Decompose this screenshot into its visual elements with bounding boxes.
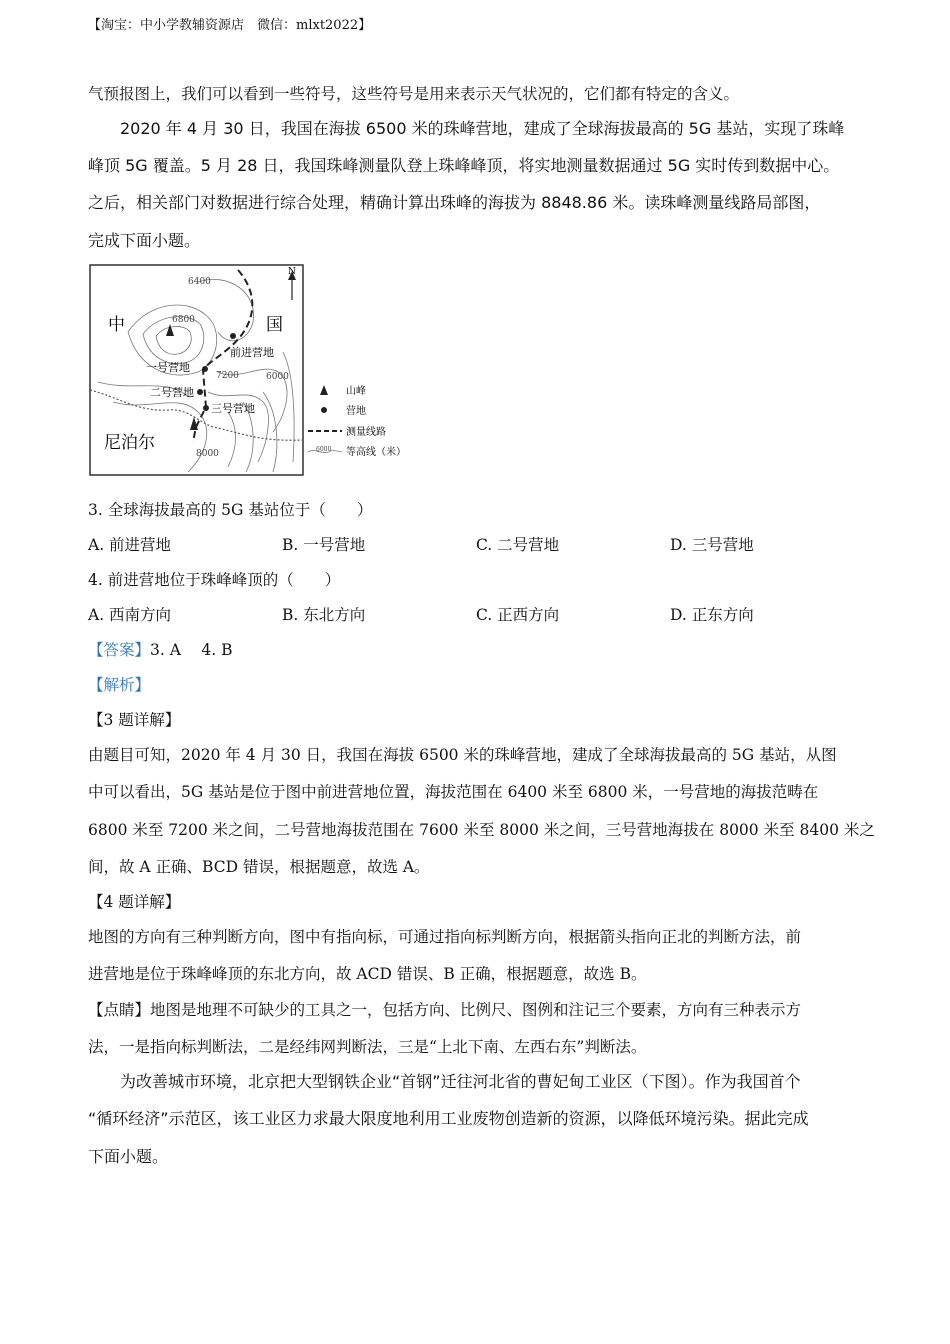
camp-icon: [321, 407, 327, 413]
camp-icon: [202, 366, 208, 372]
camp-label: 前进营地: [230, 346, 274, 359]
contour-label: 6000: [316, 446, 332, 453]
legend-label: 等高线（米）: [346, 447, 406, 458]
intro-text: 气预报图上，我们可以看到一些符号，这些符号是用来表示天气状况的，它们都有特定的含义。: [88, 85, 740, 103]
q4-option-a[interactable]: A. 西南方向: [88, 606, 172, 624]
answer-text: 3. A 4. B: [150, 641, 233, 659]
passage2-line: “循环经济”示范区，该工业区力求最大限度地利用工业废物创造新的资源，以降低环境污染。据此完成: [88, 1109, 809, 1128]
peak-icon: [320, 385, 328, 395]
q4-detail-title: 【4 题详解】: [88, 893, 181, 911]
north-label: N: [288, 267, 296, 277]
map-legend: [308, 384, 406, 458]
passage2-line: 为改善城市环境，北京把大型钢铁企业“首钢”迁往河北省的曹妃甸工业区（下图）。作为我国首个: [120, 1072, 801, 1091]
q4-detail-line: 进营地是位于珠峰峰顶的东北方向，故 ACD 错误、B 正确，根据题意，故选 B。: [88, 965, 647, 983]
camp-label: 三号营地: [211, 402, 255, 415]
analysis-label: 【解析】: [88, 676, 151, 694]
camp-icon: [203, 405, 209, 411]
answer-label: 【答案】: [88, 641, 151, 659]
q3-option-c[interactable]: C. 二号营地: [476, 536, 560, 554]
everest-route-map: [88, 262, 418, 480]
q4-option-d[interactable]: D. 正东方向: [670, 606, 754, 624]
camp-label: 二号营地: [150, 386, 194, 399]
contour-label: 8000: [196, 449, 219, 459]
camp-icon: [197, 389, 203, 395]
q4-detail-line: 地图的方向有三种判断方向，图中有指向标，可通过指向标判断方向，根据箭头指向正北的判断方法，前: [88, 928, 802, 946]
q3-option-d[interactable]: D. 三号营地: [670, 536, 754, 554]
camp-icon: [230, 333, 236, 339]
contour-label: 6400: [188, 277, 211, 287]
passage1-line: 2020 年 4 月 30 日，我国在海拔 6500 米的珠峰营地，建成了全球海拔最高的 5G 基站，实现了珠峰: [120, 119, 845, 138]
answer-row: [88, 638, 232, 660]
q3-option-b[interactable]: B. 一号营地: [282, 536, 366, 554]
legend-label: 测量线路: [346, 427, 386, 438]
q3-detail-line: 由题目可知，2020 年 4 月 30 日，我国在海拔 6500 米的珠峰营地，建成了全球海拔最高的 5G 基站，从图: [88, 746, 837, 764]
q4-option-c[interactable]: C. 正西方向: [476, 606, 560, 624]
passage1-line: 峰顶 5G 覆盖。5 月 28 日，我国珠峰测量队登上珠峰峰顶，将实地测量数据通过 5G 实时传到数据中心。: [88, 156, 840, 175]
camp-label: 一号营地: [146, 361, 190, 374]
passage1-line: 之后，相关部门对数据进行综合处理，精确计算出珠峰的海拔为 8848.86 米。读珠峰测量线路局部图，: [88, 193, 821, 212]
contour-label: 6000: [266, 372, 289, 382]
country-label: 国: [266, 315, 283, 335]
country-label: 尼泊尔: [104, 433, 155, 453]
legend-label: 营地: [346, 406, 366, 417]
q4-option-b[interactable]: B. 东北方向: [282, 606, 366, 624]
q3-detail-line: 间，故 A 正确、BCD 错误，根据题意，故选 A。: [88, 858, 430, 876]
q3-option-a[interactable]: A. 前进营地: [88, 536, 172, 554]
passage2-line: 下面小题。: [88, 1147, 169, 1166]
page-header: 【淘宝：中小学教辅资源店 微信：mlxt2022】: [88, 18, 372, 33]
q3-detail-title: 【3 题详解】: [88, 711, 181, 729]
question-4-stem: 4. 前进营地位于珠峰峰顶的（ ）: [88, 571, 341, 589]
q3-detail-line: 中可以看出，5G 基站是位于图中前进营地位置，海拔范围在 6400 米至 6800 米，一号营地的海拔范畴在: [88, 783, 819, 801]
legend-label: 山峰: [346, 386, 366, 397]
country-label: 中: [108, 315, 125, 335]
contour-label: 7200: [216, 371, 239, 381]
q3-detail-line: 6800 米至 7200 米之间，二号营地海拔范围在 7600 米至 8000 米之间，三号营地海拔在 8000 米至 8400 米之: [88, 821, 875, 839]
question-3-stem: 3. 全球海拔最高的 5G 基站位于（ ）: [88, 501, 373, 519]
contour-label: 6800: [172, 315, 195, 325]
passage1-line: 完成下面小题。: [88, 231, 201, 250]
comment-line: 法，一是指向标判断法，二是经纬网判断法，三是“上北下南、左西右东”判断法。: [88, 1038, 647, 1056]
comment-line: 【点睛】地图是地理不可缺少的工具之一，包括方向、比例尺、图例和注记三个要素，方向有三种表示方: [88, 1001, 802, 1019]
